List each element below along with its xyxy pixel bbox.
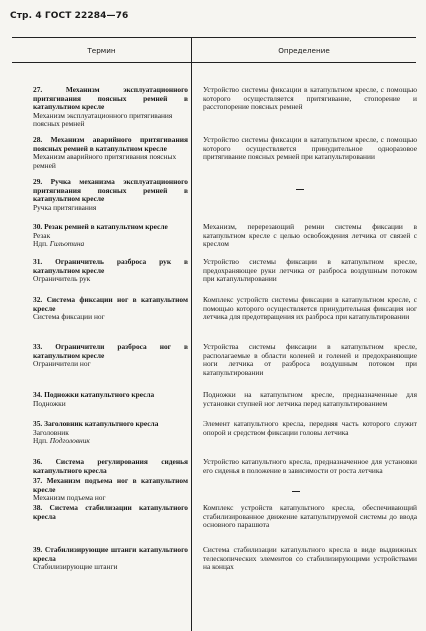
term-entry-38 (33, 504, 188, 521)
term-entry-32 (33, 296, 188, 322)
definition-39 (203, 546, 417, 572)
term-title: 37. Механизм подъема ног в катапультном кресле (33, 476, 188, 494)
definition-31 (203, 258, 417, 284)
definition-38 (203, 504, 417, 530)
definition-text: Комплекс устройств системы фиксации в катапультном кресле, с помощью которого осуществляется принудительная фиксация ног летчика для предотвращения их разброса при катапультировании (203, 295, 417, 322)
term-title: 33. Ограничители разброса ног в катапультном кресле (33, 342, 188, 360)
term-title: 38. Система стабилизации катапультного кресла (33, 503, 188, 521)
term-entry-33 (33, 343, 188, 369)
definition-32 (203, 296, 417, 322)
term-short-form: Резак (33, 230, 51, 240)
term-short-form: Подножки (33, 398, 66, 408)
definition-text: Устройство системы фиксации в катапультном кресле, с помощью которого осуществляется притягивание, стопорение и расстопорение поясных ремней (203, 85, 417, 112)
definition-28 (203, 136, 417, 162)
definition-text: Комплекс устройств катапультного кресла, обеспечивающий стабилизированное движение катапультируемой системы до ввода основного парашюта (203, 503, 417, 530)
term-title: 32. Система фиксации ног в катапультном кресле (33, 295, 188, 313)
term-title: 39. Стабилизирующие штанги катапультного кресла (33, 545, 188, 563)
term-entry-30 (33, 223, 188, 249)
term-entry-34 (33, 391, 188, 408)
term-short-form: Ручка притягивания (33, 202, 97, 212)
term-short-form: Механизм аварийного притягивания поясных ремней (33, 152, 177, 170)
term-entry-37 (33, 477, 188, 503)
term-entry-27 (33, 86, 188, 129)
definition-27 (203, 86, 417, 112)
term-short-form: Ограничитель рук (33, 274, 91, 284)
term-entry-29 (33, 178, 188, 212)
definition-text: Элемент катапультного кресла, передняя часть которого служит опорой и средством фиксации головы летчика (203, 419, 417, 437)
definition-29-dash (296, 189, 304, 190)
definition-text: Устройство системы фиксации в катапультном кресле, с помощью которого осуществляется принудительное одноразовое притягивание поясных ремней при катапультировании (203, 135, 417, 162)
term-title: 30. Резак ремней в катапультном кресле (33, 222, 168, 231)
term-short-form: Стабилизирующие штанги (33, 562, 118, 572)
term-entry-28 (33, 136, 188, 170)
column-divider (191, 37, 192, 631)
term-title: 31. Ограничитель разброса рук в катапультном кресле (33, 257, 188, 275)
deprecated-label: Ндп. (33, 436, 48, 446)
definition-text: Система стабилизации катапультного кресла в виде выдвижных телескопических элементов со стабилизирующими устройствами на концах (203, 545, 417, 572)
term-short-form: Система фиксации ног (33, 312, 105, 322)
definition-text: Механизм, перерезающий ремни системы фиксации в катапультном кресле с целью освобождения летчика от связей с креслом (203, 222, 417, 249)
definition-text: Устройство катапультного кресла, предназначенное для установки его сиденья в положение в зависимости от роста летчика (203, 457, 417, 475)
definition-text: Подножки на катапультном кресле, предназначенные для установки ступней ног летчика перед катапультированием (203, 390, 417, 408)
definition-text: Устройства системы фиксации в катапультном кресле, располагаемые в области коленей и голеней и предохраняющие ноги летчика от разброса воздушным потоком при катапультировании (203, 342, 417, 377)
term-short-form: Ограничители ног (33, 359, 91, 369)
definition-33 (203, 343, 417, 377)
definition-37-dash (292, 491, 300, 492)
term-title: 29. Ручка механизма эксплуатационного притягивания поясных ремней в катапультном кресле (33, 177, 188, 204)
term-title: 27. Механизм эксплуатационного притягивания поясных ремней в катапультном кресле (33, 85, 188, 112)
deprecated-value: Гильотина (49, 239, 85, 249)
column-header-term: Термин (87, 46, 116, 55)
definition-34 (203, 391, 417, 408)
deprecated-value: Подголовник (49, 436, 90, 446)
term-short-form: Механизм эксплуатационного притягивания поясных ремней (33, 110, 173, 129)
term-short-form: Механизм подъема ног (33, 493, 106, 503)
definition-30 (203, 223, 417, 249)
page-header: Стр. 4 ГОСТ 22284—76 (10, 11, 129, 21)
table-header (12, 37, 416, 63)
term-short-form: Заголовник (33, 427, 69, 437)
term-entry-36 (33, 458, 188, 475)
definition-36 (203, 458, 417, 475)
term-deprecated (33, 240, 188, 249)
column-header-definition: Определение (278, 46, 330, 55)
term-entry-31 (33, 258, 188, 284)
term-title: 35. Заголовник катапультного кресла (33, 419, 159, 428)
definition-35 (203, 420, 417, 437)
deprecated-label: Ндп. (33, 239, 48, 249)
term-title: 36. Система регулирования сиденья катапультного кресла (33, 457, 188, 475)
definition-text: Устройство системы фиксации в катапультном кресле, предохраняющее руки летчика от разброса воздушным потоком при катапультировании (203, 257, 417, 284)
term-title: 34. Подножки катапультного кресла (33, 390, 155, 399)
term-title: 28. Механизм аварийного притягивания поясных ремней в катапультном кресле (33, 135, 188, 153)
term-entry-39 (33, 546, 188, 572)
term-entry-35 (33, 420, 188, 446)
term-deprecated (33, 437, 188, 446)
